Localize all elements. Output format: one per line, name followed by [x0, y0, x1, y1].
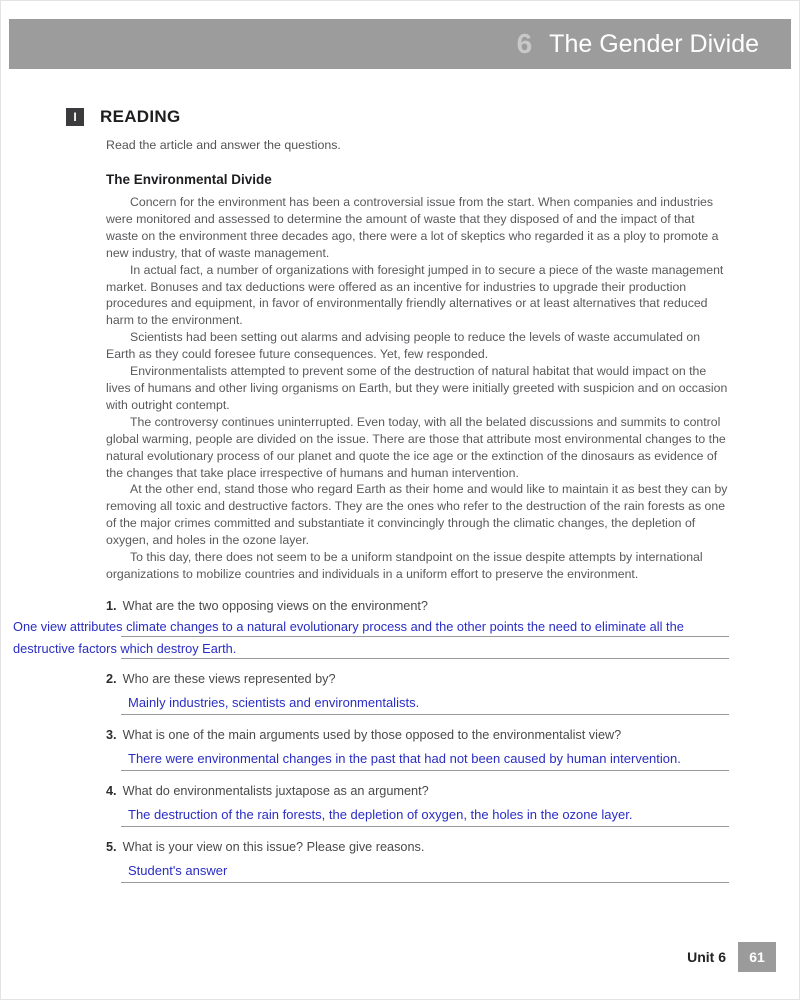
question-item [106, 783, 728, 827]
question-line [106, 671, 728, 688]
article-paragraph: In actual fact, a number of organizations with foresight jumped in to secure a piece of the waste management market. Bonuses and tax deductions were offered as an incentive for industries to upgrade their production procedures and equipment, in favor of environmentally friendly alternatives or at least alternatives that reduced harm to the environment. [106, 262, 724, 328]
answer-text: The destruction of the rain forests, the depletion of oxygen, the holes in the ozone layer. [128, 806, 633, 822]
question-number: 1. [106, 598, 117, 613]
question-line [106, 839, 728, 856]
answer-text: Student's answer [128, 862, 228, 878]
question-text: Who are these views represented by? [122, 671, 336, 686]
question-item [106, 839, 728, 883]
section-badge: I [66, 108, 84, 126]
answer-rule [121, 658, 729, 659]
answer-text: Mainly industries, scientists and environmentalists. [128, 694, 420, 710]
article-paragraph: To this day, there does not seem to be a uniform standpoint on the issue despite attempts by international organizations to mobilize countries and individuals in a uniform effort to preserve the environment. [106, 550, 703, 581]
reading-section-header [66, 107, 734, 127]
answer-text: destructive factors which destroy Earth. [13, 640, 237, 656]
answer-line [13, 637, 728, 659]
article-paragraph: The controversy continues uninterrupted. Even today, with all the belated discussions and summits to control global warming, people are divided on the issue. There are those that attribute most environmental changes to the natural evolutionary process of our planet and quote the ice age or the extinction of the dinosaurs as evidence of the changes that take place irrespective of humans and human intervention. [106, 414, 726, 480]
page-footer [687, 942, 799, 972]
question-text: What is your view on this issue? Please give reasons. [122, 839, 425, 854]
answer-text: One view attributes climate changes to a natural evolutionary process and the other points the need to eliminate all the [13, 618, 684, 634]
question-item [13, 598, 728, 659]
unit-number: 6 [516, 28, 533, 59]
answer-line [13, 615, 728, 637]
question-item [106, 727, 728, 771]
question-text: What do environmentalists juxtapose as an argument? [122, 783, 429, 798]
article-paragraph: Environmentalists attempted to prevent some of the destruction of natural habitat that would impact on the lives of humans and other living organisms on Earth, but they were initially greeted with suspicion and on occasion with outright contempt. [106, 364, 728, 412]
article-paragraph: Scientists had been setting out alarms and advising people to reduce the levels of waste accumulated on Earth as they could foresee future consequences. Yet, few responded. [106, 330, 701, 362]
question-line [106, 783, 728, 800]
section-instructions: Read the article and answer the questions. [106, 138, 341, 152]
article-paragraph: At the other end, stand those who regard Earth as their home and would like to maintain it as best they can by removing all toxic and destructive factors. They are the ones who refer to the destruction of the rain forests as one of the major crimes committed and substantiate it convincingly through the climatic changes, the depletion of oxygen, and holes in the ozone layer. [106, 482, 728, 548]
page-content [13, 107, 734, 883]
section-heading: READING [100, 107, 181, 126]
page-number-badge: 61 [738, 942, 776, 972]
answer-line [121, 804, 729, 827]
question-number: 2. [106, 671, 117, 686]
answer-line [121, 860, 729, 883]
reading-article [106, 172, 728, 583]
unit-header [9, 19, 791, 69]
question-text: What is one of the main arguments used by those opposed to the environmentalist view? [122, 727, 622, 742]
unit-title: The Gender Divide [549, 29, 759, 58]
question-item [106, 671, 728, 715]
question-text: What are the two opposing views on the environment? [122, 598, 428, 613]
article-paragraph: Concern for the environment has been a controversial issue from the start. When companies and industries were monitored and assessed to determine the amount of waste that they disposed of and the impact of that waste on the environment three decades ago, there were a lot of skeptics who regarded it as a ploy to promote a new industry, that of waste management. [106, 195, 719, 260]
answer-line [121, 692, 729, 715]
article-title: The Environmental Divide [106, 172, 272, 187]
footer-unit-label: Unit 6 [687, 949, 726, 965]
question-number: 5. [106, 839, 117, 854]
question-line [106, 598, 728, 615]
answer-line [121, 748, 729, 771]
answer-text: There were environmental changes in the past that had not been caused by human intervention. [128, 750, 681, 766]
question-list [13, 598, 728, 883]
question-number: 3. [106, 727, 117, 742]
question-line [106, 727, 728, 744]
question-number: 4. [106, 783, 117, 798]
